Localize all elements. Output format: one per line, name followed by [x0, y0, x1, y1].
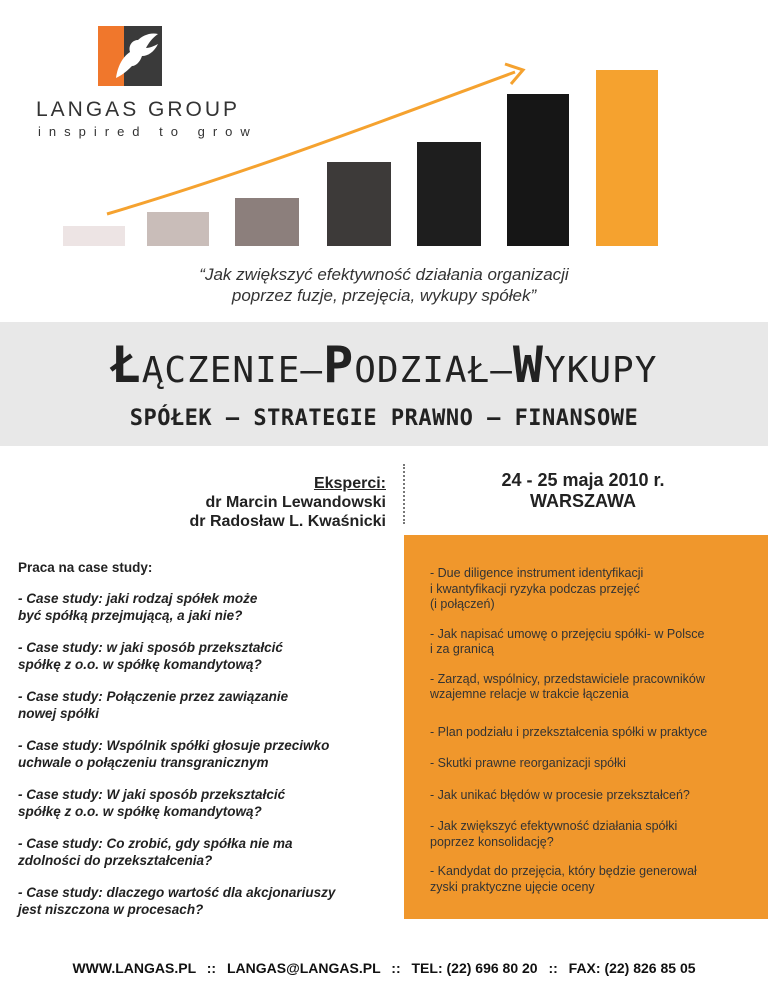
- case-study-item: - Case study: W jaki sposób przekształcić spółkę z o.o. w spółkę komandytową?: [18, 787, 286, 819]
- case-study-item: - Case study: jaki rodzaj spółek może być spółką przejmującą, a jaki nie?: [18, 591, 258, 623]
- case-study-item: - Case study: dlaczego wartość dla akcjonariuszy jest niszczona w procesach?: [18, 885, 336, 917]
- title-word-1: ĄCZENIE–: [141, 350, 324, 391]
- growth-bar: [63, 226, 125, 246]
- experts-heading: Eksperci:: [313, 475, 386, 492]
- topic-item: - Kandydat do przejęcia, który będzie generował zyski praktyczne ujęcie oceny: [430, 864, 697, 894]
- expert-name: dr Radosław L. Kwaśnicki: [189, 513, 386, 530]
- topic-item: - Plan podziału i przekształcenia spółki w praktyce: [430, 724, 708, 739]
- brand-tagline: inspired to grow: [38, 124, 258, 139]
- title-initial-w: W: [512, 336, 545, 394]
- title-initial-l: Ł: [110, 336, 142, 394]
- topic-item: - Zarząd, wspólnicy, przedstawiciele pracowników wzajemne relacje w trakcie łączenia: [430, 671, 705, 701]
- topic-item: - Skutki prawne reorganizacji spółki: [430, 756, 626, 770]
- subtitle: SPÓŁEK – STRATEGIE PRAWNO – FINANSOWE: [129, 406, 639, 431]
- brand-name: LANGAS GROUP: [36, 98, 241, 121]
- case-study-item: - Case study: w jaki sposób przekształcić spółkę z o.o. w spółkę komandytową?: [18, 640, 283, 672]
- experts-block: [60, 474, 386, 531]
- main-title: [0, 336, 768, 394]
- case-study-item: - Case study: Co zrobić, gdy spółka nie ma zdolności do przekształcenia?: [18, 836, 293, 868]
- expert-name: dr Marcin Lewandowski: [205, 494, 386, 511]
- case-study-list: [18, 590, 398, 933]
- event-info: [418, 470, 748, 512]
- tagline-quote: [0, 264, 768, 306]
- footer-separator: ::: [548, 960, 558, 976]
- topic-item: - Jak napisać umowę o przejęciu spółki- w Polsce i za granicą: [430, 626, 705, 656]
- title-initial-p: P: [323, 336, 355, 394]
- website-link[interactable]: WWW.LANGAS.PL: [72, 960, 196, 976]
- case-study-item: - Case study: Wspólnik spółki głosuje przeciwko uchwale o połączeniu transgranicznym: [18, 738, 330, 770]
- topic-item: - Due diligence instrument identyfikacji i kwantyfikacji ryzyka podczas przejęć (i połączeń): [430, 566, 644, 611]
- case-study-item: - Case study: Połączenie przez zawiązanie nowej spółki: [18, 689, 289, 721]
- quote-line-1: “Jak zwiększyć efektywność działania organizacji: [199, 265, 569, 284]
- growth-bar: [417, 142, 481, 246]
- title-word-3: YKUPY: [544, 350, 658, 391]
- growth-bar: [327, 162, 391, 246]
- email-link[interactable]: LANGAS@LANGAS.PL: [226, 960, 381, 976]
- event-date: 24 - 25 maja 2010 r.: [501, 470, 665, 490]
- footer-separator: ::: [206, 960, 217, 976]
- case-study-heading: Praca na case study:: [18, 560, 153, 575]
- title-word-2: ODZIAŁ–: [354, 350, 513, 391]
- footer-separator: ::: [391, 960, 401, 976]
- growth-bar: [596, 70, 658, 246]
- growth-bar: [235, 198, 299, 246]
- dotted-divider: [403, 464, 405, 524]
- event-city: WARSZAWA: [530, 491, 636, 511]
- topic-list: [430, 566, 760, 895]
- growth-bar: [147, 212, 209, 246]
- growth-bars-graphic: [55, 60, 695, 250]
- fax-number: FAX: (22) 826 85 05: [568, 960, 696, 976]
- growth-bar: [507, 94, 569, 246]
- topic-item: - Jak unikać błędów w procesie przekształceń?: [430, 787, 690, 802]
- quote-line-2: poprzez fuzje, przejęcia, wykupy spółek”: [231, 286, 537, 305]
- phone-number: TEL: (22) 696 80 20: [411, 960, 538, 976]
- topic-item: - Jak zwiększyć efektywność działania spółki poprzez konsolidację?: [430, 819, 678, 849]
- contact-footer: [0, 960, 768, 976]
